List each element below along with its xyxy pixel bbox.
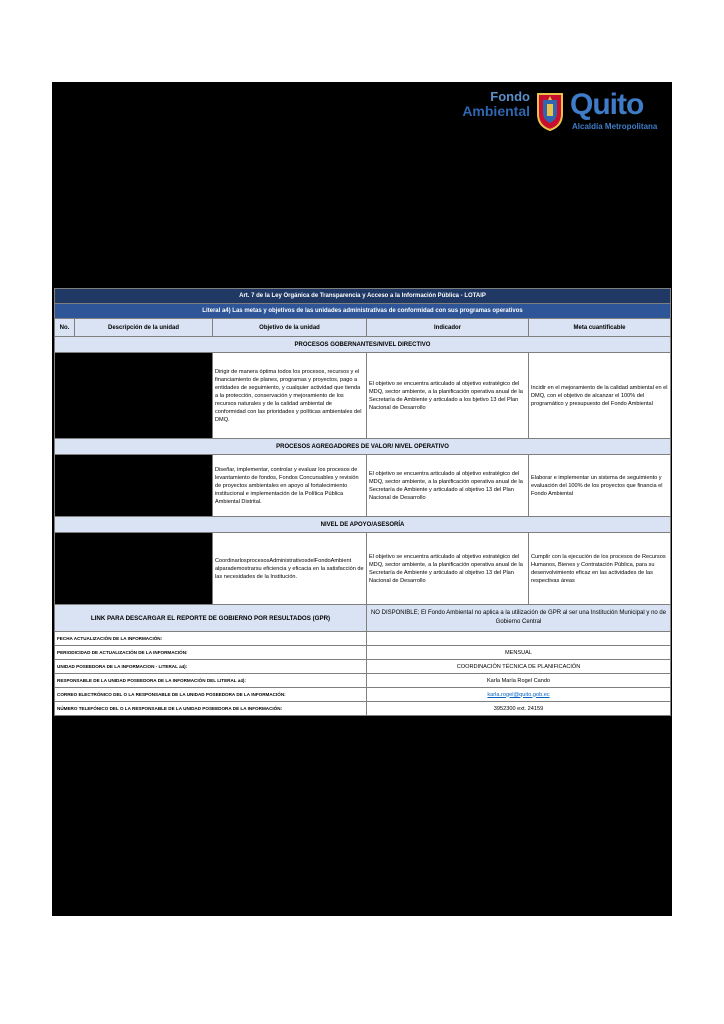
- indicador-cell: El objetivo se encuentra articulado al objetivo estratégico del MDQ, sector ambiente, a la planificación operativa anual de la Secretaría de Ambiente y articulado al objetivo 13 del Plan Nacional de Desarrollo: [367, 533, 529, 605]
- indicador-cell: El objetivo se encuentra articulado al objetivo estratégico del MDQ, sector ambiente, a la planificación operativa anual de la Secretaría de Ambiente y articulado a los bjetivo 13 del Plan Nacional de Desarrollo: [367, 353, 529, 439]
- info-label-fecha: FECHA ACTUALIZACIÓN DE LA INFORMACIÓN:: [55, 632, 367, 646]
- info-row: [55, 646, 671, 660]
- objetivo-cell: Dirigir de manera óptima todos los procesos, recursos y el financiamiento de planes, programas y proyectos, pago a entidades de seguimiento, y cualquier actividad que tienda a la protección, conservación y mejoramiento de los recursos naturales y de la calidad ambiental de conformidad con las prioridades y políticas ambientales del DMQ.: [213, 353, 367, 439]
- section-title-gobernantes: PROCESOS GOBERNANTES/NIVEL DIRECTIVO: [55, 337, 671, 353]
- column-header-no: No.: [55, 319, 75, 337]
- info-value-responsable: Karla María Rogel Cando: [367, 674, 671, 688]
- logo-line-1: Fondo: [490, 89, 530, 104]
- info-row: [55, 632, 671, 646]
- lotaip-table: [54, 288, 671, 716]
- section-title-agregadores: PROCESOS AGREGADORES DE VALOR/ NIVEL OPERATIVO: [55, 439, 671, 455]
- column-header-descripcion: Descripción de la unidad: [75, 319, 213, 337]
- info-value-telefono: 3952300 ext. 24159: [367, 702, 671, 716]
- table-row: [55, 533, 671, 605]
- logo-subtitle: Alcaldía Metropolitana: [572, 122, 658, 131]
- redacted-cell: [55, 353, 213, 439]
- info-row: [55, 660, 671, 674]
- logo-brand: Quito: [570, 88, 644, 121]
- objetivo-cell: CoordinarlosprocesosAdministrativosdelFondoAmbient alparademostrarsu eficiencia y eficacia en la satisfacción de las necesidades de la Institución.: [213, 533, 367, 605]
- gpr-row: [55, 605, 671, 632]
- info-label-unidad: UNIDAD POSEEDORA DE LA INFORMACION - LITERAL a4):: [55, 660, 367, 674]
- column-header-row: [55, 319, 671, 337]
- objetivo-cell: Diseñar, implementar, controlar y evaluar los procesos de levantamiento de fondos, Fondos Concursables y revisión de proyectos ambientales en apoyo al fortalecimiento institucional e implementación de la Política Pública Ambiental Distrital.: [213, 455, 367, 517]
- gpr-label: LINK PARA DESCARGAR EL REPORTE DE GOBIERNO POR RESULTADOS (GPR): [55, 605, 367, 632]
- info-label-periodicidad: PERIODICIDAD DE ACTUALIZACIÓN DE LA INFORMACIÓN:: [55, 646, 367, 660]
- info-label-correo: CORREO ELECTRÓNICO DEL O LA RESPONSABLE DE LA UNIDAD POSEEDORA DE LA INFORMACIÓN:: [55, 688, 367, 702]
- info-label-telefono: NÚMERO TELEFÓNICO DEL O LA RESPONSABLE DE LA UNIDAD POSEEDORA DE LA INFORMACIÓN:: [55, 702, 367, 716]
- gpr-value: NO DISPONIBLE; El Fondo Ambiental no aplica a la utilización de GPR al ser una Institución Municipal y no de Gobierno Central: [367, 605, 671, 632]
- table-subtitle: Literal a4) Las metas y objetivos de las unidades administrativas de conformidad con sus programas operativos: [55, 304, 671, 319]
- meta-cell: Cumplir con la ejecución de los procesos de Recursos Humanos, Bienes y Contratación Pública, para su desenvolvimiento eficaz en las actividades de las respectivas áreas: [529, 533, 671, 605]
- meta-cell: Incidir en el mejoramiento de la calidad ambiental en el DMQ, con el objetivo de alcanzar el 100% del programático y presupuesto del Fondo Ambiental: [529, 353, 671, 439]
- table-title: Art. 7 de la Ley Orgánica de Transparencia y Acceso a la Información Pública - LOTAIP: [55, 289, 671, 304]
- info-label-responsable: RESPONSABLE DE LA UNIDAD POSEEDORA DE LA INFORMACIÓN DEL LITERAL a4):: [55, 674, 367, 688]
- table-row: [55, 353, 671, 439]
- info-row: [55, 702, 671, 716]
- column-header-indicador: Indicador: [367, 319, 529, 337]
- indicador-cell: El objetivo se encuentra articulado al objetivo estratégico del MDQ, sector ambiente, a la planificación operativa anual de la Secretaría de Ambiente y articulado al objetivo 13 del Plan Nacional de Desarrollo: [367, 455, 529, 517]
- email-link[interactable]: karla.rogel@quito.gob.ec: [487, 691, 550, 698]
- redacted-cell: [55, 533, 213, 605]
- info-value-unidad: COORDINACIÓN TÉCNICA DE PLANIFICACIÓN: [367, 660, 671, 674]
- column-header-objetivo: Objetivo de la unidad: [213, 319, 367, 337]
- fondo-ambiental-logo: [430, 88, 666, 140]
- redacted-cell: [55, 455, 213, 517]
- table-row: [55, 455, 671, 517]
- info-value-periodicidad: MENSUAL: [367, 646, 671, 660]
- logo-line-2: Ambiental: [462, 103, 530, 119]
- info-value-fecha: [367, 632, 671, 646]
- column-header-meta: Meta cuantificable: [529, 319, 671, 337]
- section-title-apoyo: NIVEL DE APOYO/ASESORÍA: [55, 517, 671, 533]
- info-row: [55, 674, 671, 688]
- info-row: [55, 688, 671, 702]
- meta-cell: Elaborar e implementar un sistema de seguimiento y evaluación del 100% de los proyectos que financia el Fondo Ambiental: [529, 455, 671, 517]
- quito-coat-of-arms-icon: [534, 90, 566, 132]
